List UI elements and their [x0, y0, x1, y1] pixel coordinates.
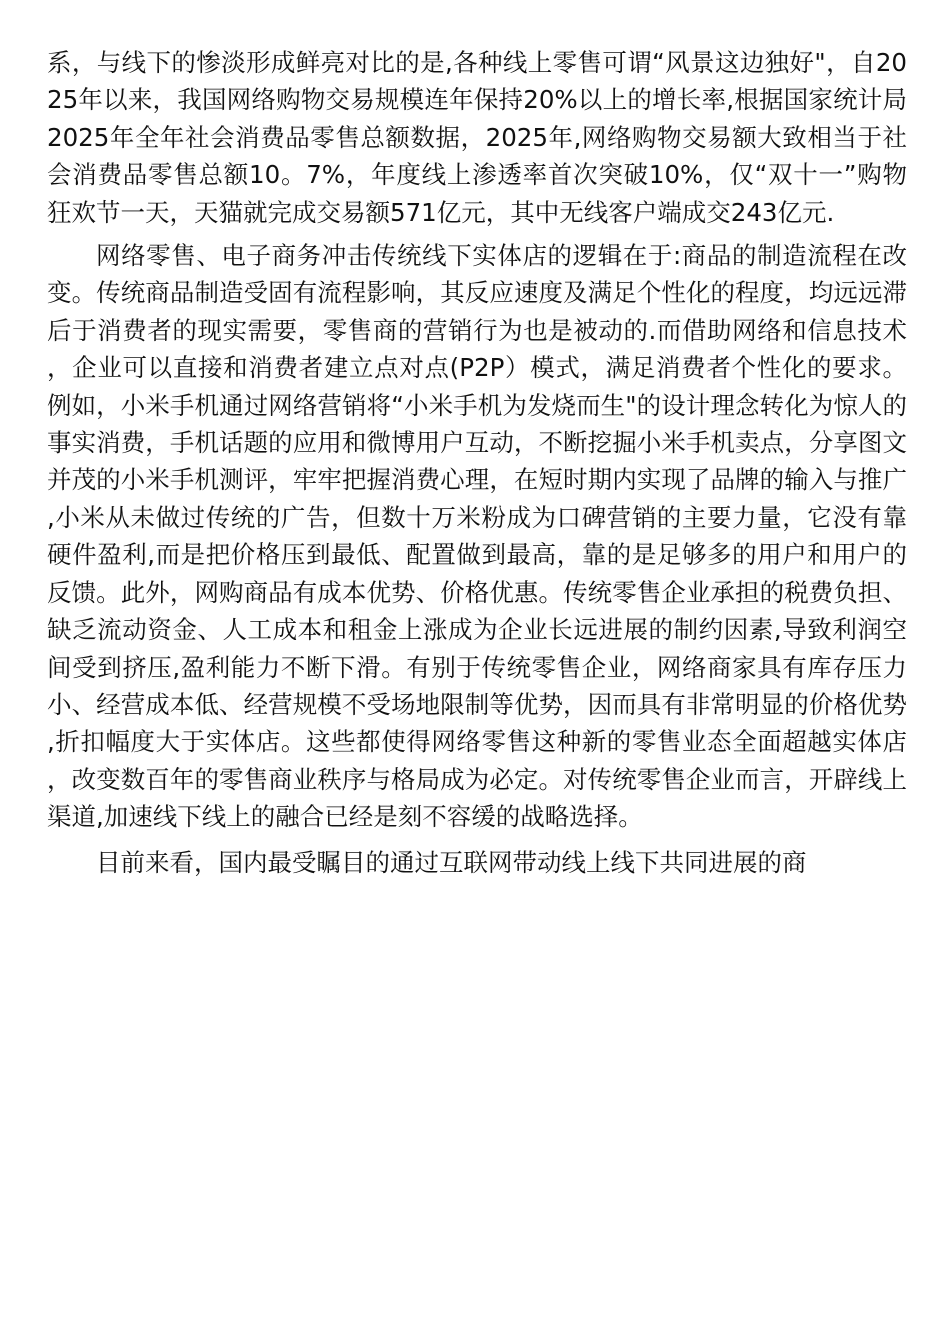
- document-page: [47, 44, 907, 881]
- paragraph-online-retail-growth: 系，与线下的惨淡形成鲜亮对比的是,各种线上零售可谓“风景这边独好"，自2025年以来，我国网络购物交易规模连年保持20%以上的增长率,根据国家统计局2025年全年社会消费品零售总额数据，2025年,网络购物交易额大致相当于社会消费品零售总额10。7%，年度线上渗透率首次突破10%，仅“双十一”购物狂欢节一天，天猫就完成交易额571亿元，其中无线客户端成交243亿元.: [47, 48, 907, 227]
- paragraph-current-situation: 目前来看，国内最受瞩目的通过互联网带动线上线下共同进展的商: [96, 847, 807, 877]
- paragraph-ecommerce-logic: 网络零售、电子商务冲击传统线下实体店的逻辑在于:商品的制造流程在改变。传统商品制造受固有流程影响，其反应速度及满足个性化的程度，均远远滞后于消费者的现实需要，零售商的营销行为也是被动的.而借助网络和信息技术，企业可以直接和消费者建立点对点(P2P）模式，满足消费者个性化的要求。例如，小米手机通过网络营销将“小米手机为发烧而生"的设计理念转化为惊人的事实消费，手机话题的应用和微博用户互动，不断挖掘小米手机卖点，分享图文并茂的小米手机测评，牢牢把握消费心理，在短时期内实现了品牌的输入与推广,小米从未做过传统的广告，但数十万米粉成为口碑营销的主要力量，它没有靠硬件盈利,而是把价格压到最低、配置做到最高，靠的是足够多的用户和用户的反馈。此外，网购商品有成本优势、价格优惠。传统零售企业承担的税费负担、缺乏流动资金、人工成本和租金上涨成为企业长远进展的制约因素,导致利润空间受到挤压,盈利能力不断下滑。有别于传统零售企业，网络商家具有库存压力小、经营成本低、经营规模不受场地限制等优势，因而具有非常明显的价格优势,折扣幅度大于实体店。这些都使得网络零售这种新的零售业态全面超越实体店，改变数百年的零售商业秩序与格局成为必定。对传统零售企业而言，开辟线上渠道,加速线下线上的融合已经是刻不容缓的战略选择。: [47, 241, 907, 832]
